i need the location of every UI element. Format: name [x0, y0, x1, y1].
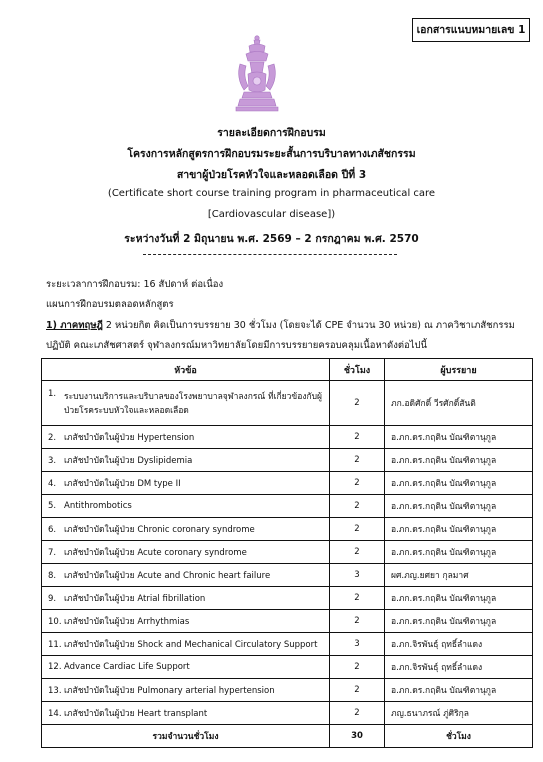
row-number: 14.	[48, 709, 62, 719]
topic-cell	[42, 426, 330, 449]
topic-cell	[42, 679, 330, 702]
lecturer-cell: อ.ภก.ดร.กฤติน บัณฑิตานุกูล	[385, 587, 533, 610]
theory-heading: 1) ภาคทฤษฎี	[46, 320, 103, 331]
total-row	[42, 725, 533, 748]
lecturer-cell: อ.ภก.ดร.กฤติน บัณฑิตานุกูล	[385, 610, 533, 633]
table-row	[42, 610, 533, 633]
topic-cell	[42, 702, 330, 725]
table-row	[42, 564, 533, 587]
university-emblem-icon	[234, 34, 280, 112]
topic-cell	[42, 449, 330, 472]
row-number: 2.	[48, 433, 57, 443]
hours-cell: 2	[330, 495, 385, 518]
total-unit: ชั่วโมง	[385, 725, 533, 748]
topic-text: เภสัชบำบัดในผู้ป่วย Acute and Chronic heart failure	[64, 571, 271, 581]
hours-cell: 2	[330, 587, 385, 610]
row-number: 5.	[48, 501, 57, 511]
lecturer-cell: อ.ภก.ดร.กฤติน บัณฑิตานุกูล	[385, 449, 533, 472]
theory-text: 2 หน่วยกิต คิดเป็นการบรรยาย 30 ชั่วโมง (โดยจะได้ CPE จำนวน 30 หน่วย) ณ ภาควิชาเภสัชกรรม	[102, 320, 515, 331]
hours-cell: 2	[330, 656, 385, 679]
topic-text: เภสัชบำบัดในผู้ป่วย Chronic coronary syndrome	[64, 525, 255, 535]
theory-paragraph-continued: ปฏิบัติ คณะเภสัชศาสตร์ จุฬาลงกรณ์มหาวิทยาลัยโดยมีการบรรยายครอบคลุมเนื้อหาดังต่อไปนี้	[46, 340, 428, 351]
table-row	[42, 381, 533, 426]
topic-cell	[42, 610, 330, 633]
table-row	[42, 449, 533, 472]
topic-cell	[42, 633, 330, 656]
topic-cell	[42, 587, 330, 610]
topic-text: Advance Cardiac Life Support	[64, 662, 190, 672]
topic-cell	[42, 381, 330, 426]
table-row	[42, 633, 533, 656]
lecturer-cell: อ.ภก.ดร.กฤติน บัณฑิตานุกูล	[385, 518, 533, 541]
program-name: โครงการหลักสูตรการฝึกอบรมระยะสั้นการบริบาลทางเภสัชกรรม	[127, 148, 416, 160]
hours-cell: 2	[330, 449, 385, 472]
lecturer-cell: อ.ภก.ดร.กฤติน บัณฑิตานุกูล	[385, 495, 533, 518]
lecturer-cell: ผศ.ภญ.ยศยา กุลมาศ	[385, 564, 533, 587]
duration-text: ระยะเวลาการฝึกอบรม: 16 สัปดาห์ ต่อเนื่อง	[46, 279, 224, 290]
hours-cell: 3	[330, 564, 385, 587]
lecturer-cell: อ.ภก.จิรพันธุ์ ฤทธิ์ลำแดง	[385, 656, 533, 679]
training-period: ระหว่างวันที่ 2 มิถุนายน พ.ศ. 2569 – 2 กรกฎาคม พ.ศ. 2570	[124, 233, 419, 245]
hours-cell: 2	[330, 518, 385, 541]
row-number: 13.	[48, 686, 62, 696]
topic-text: ระบบงานบริการและบริบาลของโรงพยาบาลจุฬาลงกรณ์ ที่เกี่ยวข้องกับผู้ป่วยโรคระบบหัวใจและหลอดเลือด	[64, 392, 322, 416]
topic-text: เภสัชบำบัดในผู้ป่วย Atrial fibrillation	[64, 594, 206, 604]
lecturer-cell: อ.ภก.ดร.กฤติน บัณฑิตานุกูล	[385, 472, 533, 495]
row-number: 6.	[48, 525, 57, 535]
total-label: รวมจำนวนชั่วโมง	[42, 725, 330, 748]
topic-text: เภสัชบำบัดในผู้ป่วย Heart transplant	[64, 709, 208, 719]
header-hours: ชั่วโมง	[330, 359, 385, 381]
lecture-table	[41, 358, 533, 748]
total-hours: 30	[330, 725, 385, 748]
hours-cell: 2	[330, 472, 385, 495]
table-row	[42, 518, 533, 541]
lecturer-cell: ภญ.ธนาภรณ์ ภู่ศิริกุล	[385, 702, 533, 725]
table-row	[42, 679, 533, 702]
topic-text: เภสัชบำบัดในผู้ป่วย Dyslipidemia	[64, 456, 193, 466]
lecturer-cell: อ.ภก.ดร.กฤติน บัณฑิตานุกูล	[385, 679, 533, 702]
row-number: 10.	[48, 617, 62, 627]
topic-cell	[42, 656, 330, 679]
branch-name: สาขาผู้ป่วยโรคหัวใจและหลอดเลือด ปีที่ 3	[176, 169, 367, 181]
hours-cell: 2	[330, 381, 385, 426]
topic-text: เภสัชบำบัดในผู้ป่วย DM type II	[64, 479, 181, 489]
english-title-line-1: (Certificate short course training program in pharmaceutical care	[107, 188, 436, 199]
topic-text: เภสัชบำบัดในผู้ป่วย Shock and Mechanical Circulatory Support	[64, 640, 318, 650]
table-row	[42, 426, 533, 449]
topic-cell	[42, 472, 330, 495]
lecturer-cell: อ.ภก.ดร.กฤติน บัณฑิตานุกูล	[385, 541, 533, 564]
row-number: 1.	[48, 389, 57, 399]
english-title-line-2: [Cardiovascular disease])	[207, 209, 336, 220]
topic-text: เภสัชบำบัดในผู้ป่วย Hypertension	[64, 433, 195, 443]
row-number: 11.	[48, 640, 62, 650]
theory-paragraph	[46, 318, 515, 333]
topic-cell	[42, 541, 330, 564]
row-number: 7.	[48, 548, 57, 558]
header-lecturer: ผู้บรรยาย	[385, 359, 533, 381]
divider	[143, 254, 397, 255]
hours-cell: 2	[330, 610, 385, 633]
hours-cell: 2	[330, 426, 385, 449]
table-header-row	[42, 359, 533, 381]
table-row	[42, 472, 533, 495]
table-row	[42, 702, 533, 725]
table-row	[42, 495, 533, 518]
row-number: 12.	[48, 662, 62, 672]
lecturer-cell: อ.ภก.ดร.กฤติน บัณฑิตานุกูล	[385, 426, 533, 449]
row-number: 3.	[48, 456, 57, 466]
topic-text: เภสัชบำบัดในผู้ป่วย Acute coronary syndrome	[64, 548, 247, 558]
hours-cell: 2	[330, 541, 385, 564]
hours-cell: 2	[330, 679, 385, 702]
topic-cell	[42, 564, 330, 587]
plan-text: แผนการฝึกอบรมตลอดหลักสูตร	[46, 299, 174, 310]
row-number: 8.	[48, 571, 57, 581]
topic-cell	[42, 518, 330, 541]
document-title: รายละเอียดการฝึกอบรม	[217, 127, 326, 139]
hours-cell: 2	[330, 702, 385, 725]
row-number: 4.	[48, 479, 57, 489]
topic-text: เภสัชบำบัดในผู้ป่วย Arrhythmias	[64, 617, 190, 627]
table-row	[42, 656, 533, 679]
header-topic: หัวข้อ	[42, 359, 330, 381]
lecturer-cell: อ.ภก.จิรพันธุ์ ฤทธิ์ลำแดง	[385, 633, 533, 656]
topic-text: Antithrombotics	[64, 501, 132, 511]
table-row	[42, 541, 533, 564]
topic-cell	[42, 495, 330, 518]
lecturer-cell: ภก.อดิศักดิ์ วีรศักดิ์สันติ	[385, 381, 533, 426]
hours-cell: 3	[330, 633, 385, 656]
attachment-number-label: เอกสารแนบหมายเลข 1	[412, 18, 530, 42]
topic-text: เภสัชบำบัดในผู้ป่วย Pulmonary arterial hypertension	[64, 686, 275, 696]
table-row	[42, 587, 533, 610]
row-number: 9.	[48, 594, 57, 604]
